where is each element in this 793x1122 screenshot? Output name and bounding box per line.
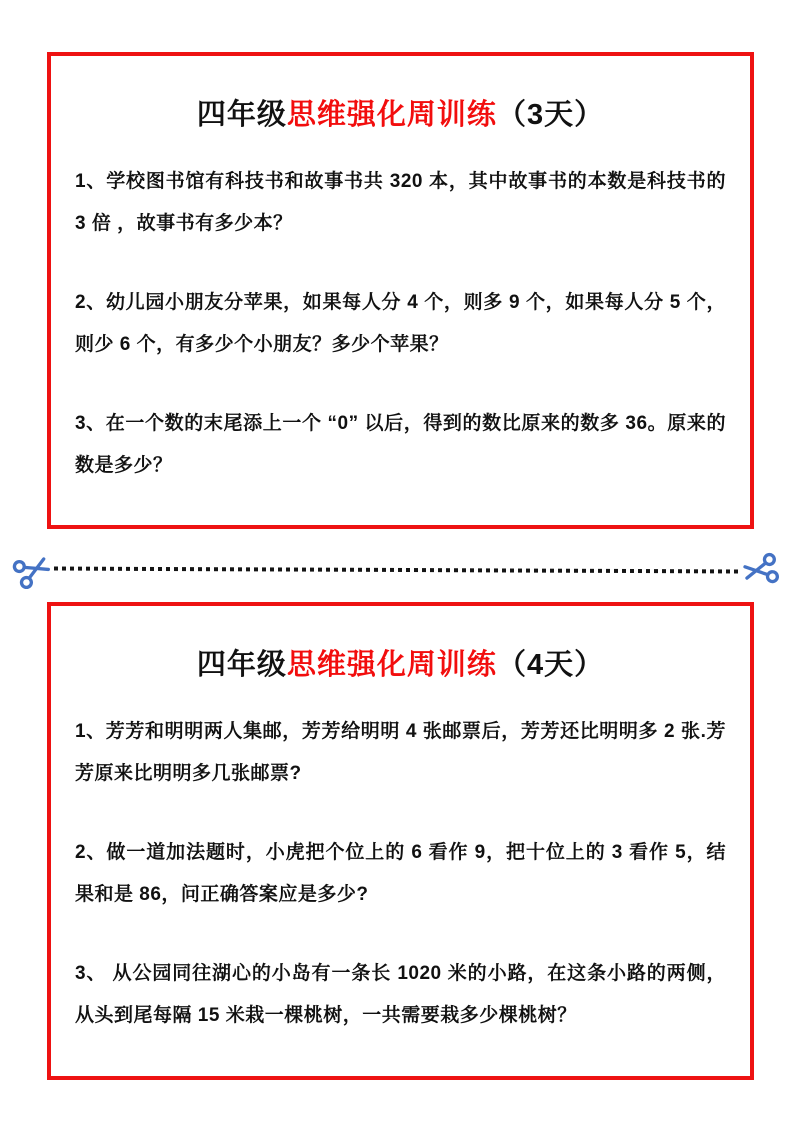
worksheet-card-day3 (47, 52, 754, 529)
scissors-icon (738, 548, 782, 592)
problem-text: 2、幼儿园小朋友分苹果，如果每人分 4 个，则多 9 个，如果每人分 5 个，则少 6 个，有多少个小朋友？多少个苹果？ (75, 292, 726, 355)
title-grade-text: 四年级 (196, 99, 287, 131)
title-highlight-text: 思维强化周训练 (286, 649, 497, 681)
title-day-text: （3天） (496, 99, 605, 131)
cut-divider (14, 550, 779, 590)
problem-text: 1、芳芳和明明两人集邮，芳芳给明明 4 张邮票后，芳芳还比明明多 2 张.芳芳原来比明明多几张邮票? (75, 721, 726, 784)
title-day-text: （4天） (496, 649, 605, 681)
worksheet-card-day4 (47, 602, 754, 1080)
problem-text: 3、 从公园同往湖心的小岛有一条长 1020 米的小路，在这条小路的两侧，从头到尾每隔 15 米栽一棵桃树，一共需要栽多少棵桃树？ (75, 963, 726, 1026)
card-title-day4 (75, 642, 726, 683)
problem-text: 1、学校图书馆有科技书和故事书共 320 本，其中故事书的本数是科技书的 3 倍 ，故事书有多少本？ (75, 171, 726, 234)
card-title-day3 (75, 92, 726, 133)
title-grade-text: 四年级 (196, 649, 287, 681)
problem-text: 2、做一道加法题时，小虎把个位上的 6 看作 9，把十位上的 3 看作 5，结果和是 86，问正确答案应是多少? (75, 842, 726, 905)
card-content (51, 56, 750, 487)
card-content (51, 606, 750, 1037)
scissors-icon (8, 545, 58, 595)
dotted-cut-line (54, 567, 739, 574)
title-highlight-text: 思维强化周训练 (286, 99, 497, 131)
problem-text: 3、在一个数的末尾添上一个 “0” 以后，得到的数比原来的数多 36。原来的数是多少？ (75, 413, 726, 476)
